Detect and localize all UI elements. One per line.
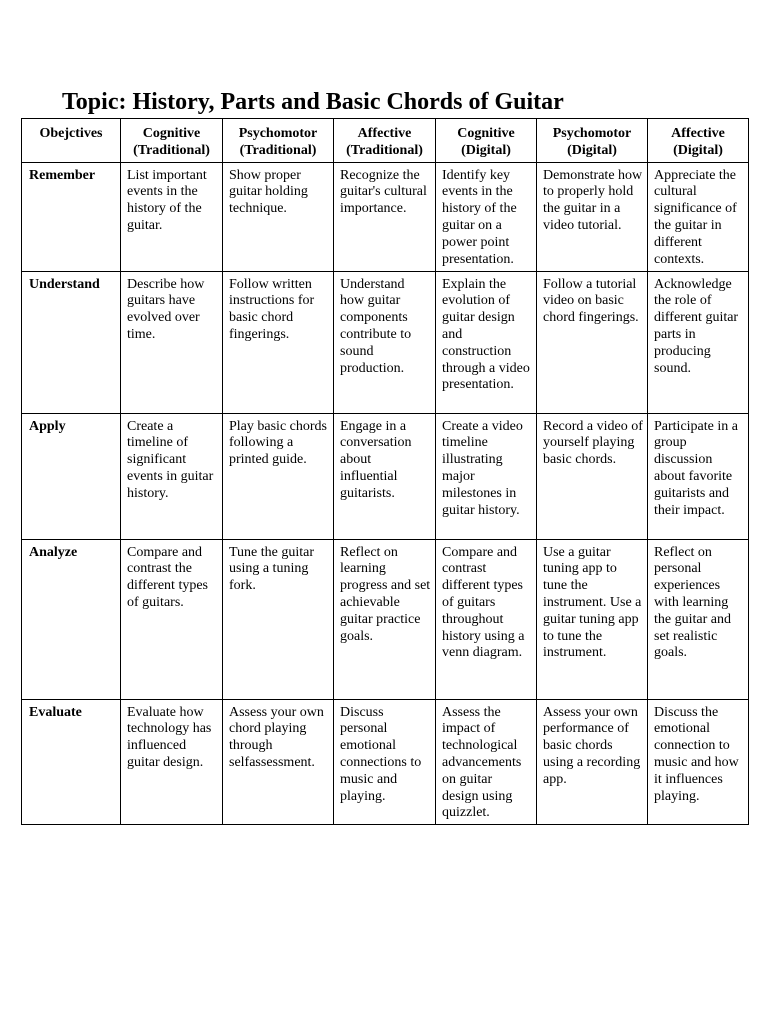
table-cell: Compare and contrast the different types of guitars. — [121, 539, 223, 699]
column-header-line2: (Digital) — [567, 142, 617, 158]
table-cell: Assess your own chord playing through selfassessment. — [223, 699, 334, 825]
row-label-remember: Remember — [22, 162, 121, 271]
table-cell: Reflect on learning progress and set achievable guitar practice goals. — [334, 539, 436, 699]
table-cell: Discuss the emotional connection to music and how it influences playing. — [648, 699, 749, 825]
column-header-line1: Cognitive — [457, 126, 515, 141]
column-header-affective-digital — [648, 119, 749, 163]
table-cell: Tune the guitar using a tuning fork. — [223, 539, 334, 699]
objectives-table — [21, 118, 749, 825]
table-cell: Recognize the guitar's cultural importance. — [334, 162, 436, 271]
table-cell: Compare and contrast different types of guitars throughout history using a venn diagram. — [436, 539, 537, 699]
table-cell: Follow written instructions for basic chord fingerings. — [223, 271, 334, 413]
table-row-understand — [22, 271, 749, 413]
column-header-line1: Affective — [671, 126, 725, 141]
row-label-apply: Apply — [22, 413, 121, 539]
table-cell: Follow a tutorial video on basic chord fingerings. — [537, 271, 648, 413]
column-header-cognitive-traditional — [121, 119, 223, 163]
column-header-line1: Psychomotor — [238, 126, 318, 141]
column-header-cognitive-digital — [436, 119, 537, 163]
row-label-evaluate: Evaluate — [22, 699, 121, 825]
table-row-analyze — [22, 539, 749, 699]
table-cell: Evaluate how technology has influenced guitar design. — [121, 699, 223, 825]
table-cell: Play basic chords following a printed guide. — [223, 413, 334, 539]
table-cell: Explain the evolution of guitar design and construction through a video presentation. — [436, 271, 537, 413]
column-header-line2: (Digital) — [461, 142, 511, 158]
table-cell: Create a timeline of significant events in guitar history. — [121, 413, 223, 539]
table-cell: Assess your own performance of basic chords using a recording app. — [537, 699, 648, 825]
table-row-apply — [22, 413, 749, 539]
column-header-line1: Cognitive — [142, 126, 201, 141]
table-cell: Describe how guitars have evolved over time. — [121, 271, 223, 413]
table-cell: Create a video timeline illustrating major milestones in guitar history. — [436, 413, 537, 539]
table-cell: Use a guitar tuning app to tune the instrument. Use a guitar tuning app to tune the instrument. — [537, 539, 648, 699]
table-cell: Demonstrate how to properly hold the guitar in a video tutorial. — [537, 162, 648, 271]
column-header-psychomotor-traditional — [223, 119, 334, 163]
header-row — [22, 119, 749, 163]
column-header-line1: Psychomotor — [552, 126, 632, 141]
corner-header: Obejctives — [22, 119, 121, 163]
table-row-evaluate — [22, 699, 749, 825]
table-cell: Participate in a group discussion about favorite guitarists and their impact. — [648, 413, 749, 539]
column-header-line2: (Traditional) — [346, 142, 423, 158]
column-header-line2: (Traditional) — [239, 142, 317, 158]
table-cell: List important events in the history of the guitar. — [121, 162, 223, 271]
table-cell: Assess the impact of technological advancements on guitar design using quizzlet. — [436, 699, 537, 825]
document-title: Topic: History, Parts and Basic Chords of Guitar — [62, 89, 564, 115]
table-cell: Discuss personal emotional connections to music and playing. — [334, 699, 436, 825]
column-header-line1: Affective — [357, 126, 412, 141]
table-cell: Acknowledge the role of different guitar parts in producing sound. — [648, 271, 749, 413]
row-label-analyze: Analyze — [22, 539, 121, 699]
table-cell: Reflect on personal experiences with learning the guitar and set realistic goals. — [648, 539, 749, 699]
column-header-line2: (Traditional) — [133, 142, 210, 158]
column-header-affective-traditional — [334, 119, 436, 163]
table-cell: Engage in a conversation about influential guitarists. — [334, 413, 436, 539]
column-header-line2: (Digital) — [673, 142, 723, 158]
table-cell: Record a video of yourself playing basic chords. — [537, 413, 648, 539]
table-cell: Appreciate the cultural significance of the guitar in different contexts. — [648, 162, 749, 271]
table-cell: Understand how guitar components contribute to sound production. — [334, 271, 436, 413]
table-cell: Identify key events in the history of the guitar on a power point presentation. — [436, 162, 537, 271]
table-cell: Show proper guitar holding technique. — [223, 162, 334, 271]
column-header-psychomotor-digital — [537, 119, 648, 163]
table-row-remember — [22, 162, 749, 271]
row-label-understand: Understand — [22, 271, 121, 413]
